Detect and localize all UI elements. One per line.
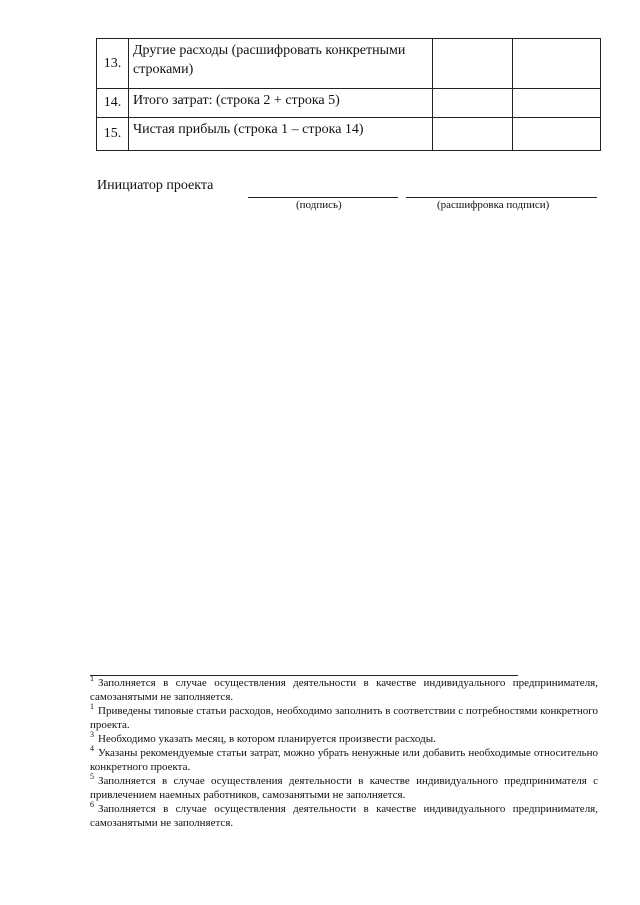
signature-transcript-line[interactable]: [406, 197, 597, 198]
value-cell[interactable]: [513, 39, 601, 89]
project-initiator-label: Инициатор проекта: [97, 178, 214, 193]
value-cell[interactable]: [513, 118, 601, 151]
value-cell[interactable]: [433, 118, 513, 151]
value-cell[interactable]: [513, 89, 601, 118]
table-row: [97, 89, 601, 118]
value-cell[interactable]: [433, 39, 513, 89]
footnote: [90, 746, 598, 774]
signature-caption: (подпись): [296, 199, 342, 211]
table-row: [97, 118, 601, 151]
row-number: 15.: [97, 118, 129, 151]
signature-line[interactable]: [248, 197, 398, 198]
footnote-mark: 5: [90, 772, 94, 782]
signature-transcript-caption: (расшифровка подписи): [437, 199, 550, 211]
footnote-text: Заполняется в случае осуществления деятельности в качестве индивидуального предпринимателя с привлечением наемных работников, самозанятыми не заполняется.: [90, 775, 598, 801]
value-cell[interactable]: [433, 89, 513, 118]
footnote: [90, 802, 598, 830]
footnote-mark: 4: [90, 744, 94, 754]
row-label: Чистая прибыль (строка 1 – строка 14): [129, 118, 433, 151]
footnote-text: Приведены типовые статьи расходов, необходимо заполнить в соответствии с потребностями конкретного проекта.: [90, 705, 598, 731]
footnote-text: Указаны рекомендуемые статьи затрат, можно убрать ненужные или добавить необходимые относительно конкретного проекта.: [90, 747, 598, 773]
row-number: 13.: [97, 39, 129, 89]
footnotes: [90, 676, 598, 830]
row-label: Итого затрат: (строка 2 + строка 5): [129, 89, 433, 118]
footnote: [90, 774, 598, 802]
footnote-text: Необходимо указать месяц, в котором планируется произвести расходы.: [98, 733, 436, 745]
footnote-text: Заполняется в случае осуществления деятельности в качестве индивидуального предпринимателя, самозанятыми не заполняется.: [90, 803, 598, 829]
row-label: Другие расходы (расшифровать конкретными строками): [129, 39, 433, 89]
footnote-text: Заполняется в случае осуществления деятельности в качестве индивидуального предпринимателя, самозанятыми не заполняется.: [90, 677, 598, 703]
table-row: [97, 39, 601, 89]
footnote: [90, 704, 598, 732]
footnote-mark: 6: [90, 800, 94, 810]
row-number: 14.: [97, 89, 129, 118]
footnote: [90, 732, 598, 746]
footnote-mark: 1: [90, 674, 94, 684]
footnote: [90, 676, 598, 704]
expenses-table: [96, 38, 601, 151]
footnote-mark: 1: [90, 702, 94, 712]
footnote-mark: 3: [90, 730, 94, 740]
